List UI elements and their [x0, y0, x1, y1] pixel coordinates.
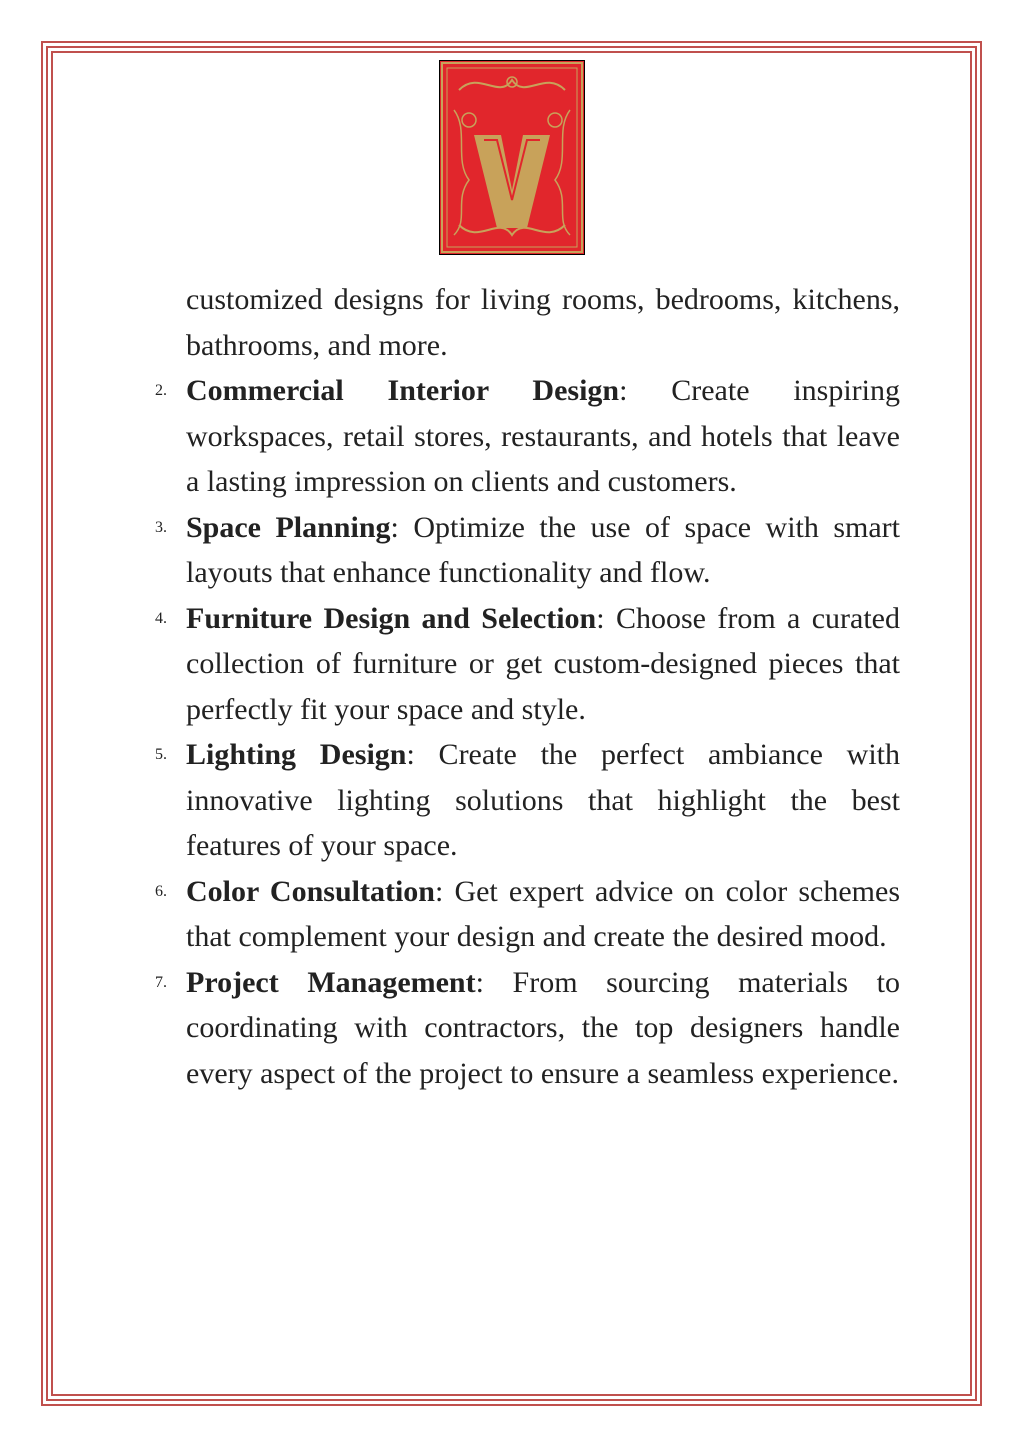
services-list [145, 368, 900, 1096]
service-description: Create inspiring workspaces, retail stores, restaurants, and hotels that leave a lasting impression on clients and customers. [186, 374, 900, 498]
list-number: 7. [155, 973, 167, 991]
term-separator: : [619, 374, 628, 407]
list-item [145, 869, 900, 960]
list-number: 5. [155, 746, 167, 763]
service-description: Create the perfect ambiance with innovative lighting solutions that highlight the best features of your space. [186, 738, 900, 862]
service-term: Furniture Design and Selection [186, 601, 597, 635]
service-description: Get expert advice on color schemes that complement your design and create the desired mood. [186, 874, 900, 953]
service-description: Optimize the use of space with smart layouts that enhance functionality and flow. [186, 510, 900, 589]
list-item [145, 732, 900, 869]
term-separator: : [475, 965, 484, 999]
service-term: Project Management [186, 965, 476, 999]
service-term: Commercial Interior Design [186, 374, 620, 407]
term-separator: : [390, 510, 399, 544]
list-item [145, 960, 900, 1097]
service-term: Space Planning [186, 510, 391, 544]
term-separator: : [434, 874, 444, 908]
term-separator: : [596, 601, 605, 635]
service-term: Color Consultation [186, 874, 435, 908]
list-item [145, 505, 900, 596]
list-number: 6. [155, 882, 167, 900]
list-item [145, 596, 900, 733]
intro-paragraph: customized designs for living rooms, bedrooms, kitchens, bathrooms, and more. [186, 283, 900, 362]
service-description: From sourcing materials to coordinating with contractors, the top designers handle every aspect of the project to ensure a seamless experience. [186, 965, 900, 1090]
document-body [145, 277, 900, 1096]
service-term: Lighting Design [186, 738, 407, 771]
list-item [145, 368, 900, 505]
service-description: Choose from a curated collection of furniture or get custom-designed pieces that perfectly fit your space and style. [186, 601, 900, 726]
term-separator: : [406, 738, 415, 771]
list-number: 3. [155, 518, 167, 536]
list-number: 4. [155, 609, 167, 627]
list-number: 2. [155, 382, 167, 399]
ornate-v-logo-icon [439, 60, 585, 255]
